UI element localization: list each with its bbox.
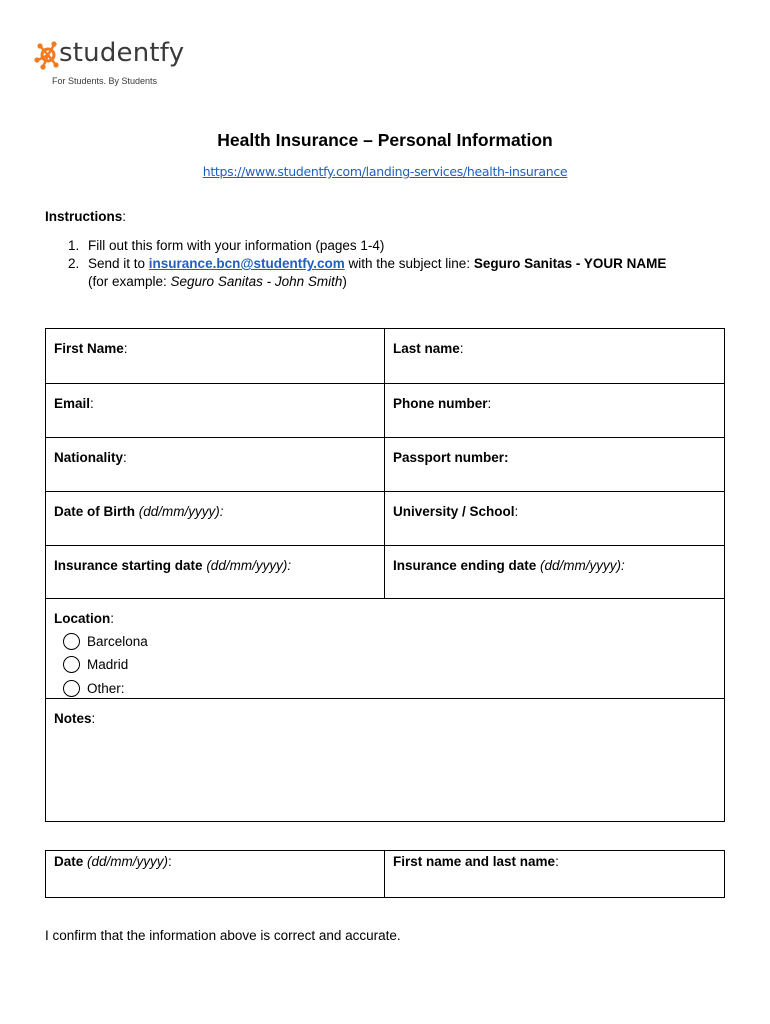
instruction-example: (for example: Seguro Sanitas - John Smith) [88, 274, 347, 289]
instruction-step-1: 1. Fill out this form with your information (pages 1-4) [68, 238, 385, 253]
personal-info-form [45, 328, 725, 822]
location-option-other[interactable]: Other: [63, 680, 125, 697]
insurance-start-field[interactable]: Insurance starting date (dd/mm/yyyy): [46, 546, 385, 598]
location-option-madrid[interactable]: Madrid [63, 656, 128, 673]
form-row-birth-school [46, 492, 724, 546]
location-section [46, 599, 724, 699]
email-link[interactable]: insurance.bcn@studentfy.com [148, 256, 345, 271]
dob-field[interactable]: Date of Birth (dd/mm/yyyy): [46, 492, 385, 545]
form-row-identity [46, 438, 724, 492]
university-field[interactable]: University / School: [393, 504, 519, 519]
page-title: Health Insurance – Personal Information [217, 130, 553, 150]
brand-name: studentfy [59, 38, 185, 68]
studentfy-logo [34, 36, 214, 88]
instructions-list [68, 237, 666, 291]
phone-field[interactable]: Phone number: [393, 396, 492, 411]
instruction-step-2: 2. Send it to insurance.bcn@studentfy.com with the subject line: Seguro Sanitas - YOUR NAME [68, 256, 667, 271]
nationality-field[interactable]: Nationality: [46, 438, 385, 491]
form-row-insurance-dates [46, 546, 724, 599]
first-name-field[interactable]: First Name: [46, 329, 385, 383]
brand-tagline: For Students. By Students [52, 76, 158, 86]
location-label: Location: [54, 611, 115, 626]
confirmation-statement: I confirm that the information above is correct and accurate. [45, 928, 401, 943]
insurance-end-field[interactable]: Insurance ending date (dd/mm/yyyy): [393, 558, 625, 573]
signature-table [45, 850, 725, 898]
network-icon [34, 36, 60, 70]
radio-button[interactable] [63, 656, 80, 673]
radio-button[interactable] [63, 680, 80, 697]
form-row-names [46, 329, 724, 384]
notes-field[interactable]: Notes: [54, 711, 96, 726]
passport-field[interactable]: Passport number: [393, 450, 509, 465]
instructions-heading: Instructions: [45, 209, 127, 224]
signature-name-field[interactable]: First name and last name: [393, 854, 559, 869]
location-option-barcelona[interactable]: Barcelona [63, 633, 148, 650]
radio-button[interactable] [63, 633, 80, 650]
signature-date-field[interactable]: Date (dd/mm/yyyy): [46, 851, 385, 897]
form-url-link[interactable]: https://www.studentfy.com/landing-services/health-insurance [202, 164, 568, 179]
form-row-contact [46, 384, 724, 438]
last-name-field[interactable]: Last name: [393, 341, 464, 356]
email-field[interactable]: Email: [46, 384, 385, 437]
